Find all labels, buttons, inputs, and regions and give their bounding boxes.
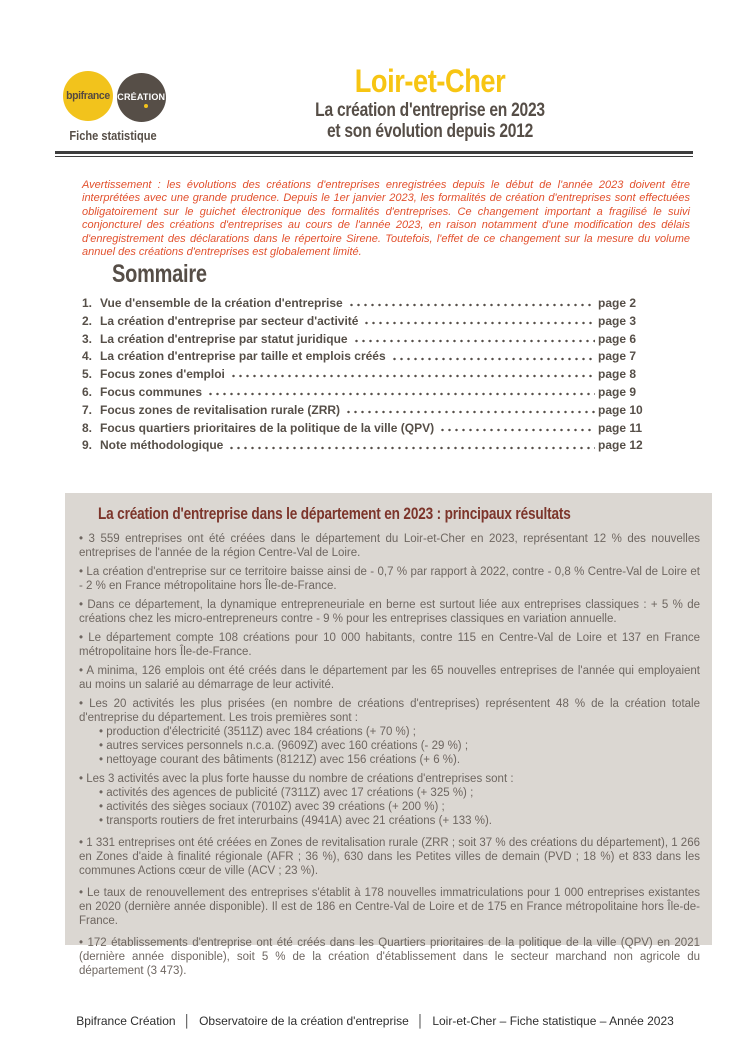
toc-dot-leader [345, 410, 595, 414]
result-item-3: • Dans ce département, la dynamique entrepreneuriale en berne est surtout liée aux entreprises classiques : + 5 % de créations chez les micro-entrepreneurs contre - 9 % pour les entreprises classiques en variation annuelle. [79, 598, 700, 626]
footer-observatory: Observatoire de la création d'entreprise [199, 1014, 409, 1028]
toc-item-page: page 11 [598, 420, 643, 435]
toc-dot-leader [363, 321, 595, 325]
toc-item-number: 4. [82, 349, 93, 364]
footer-document-title: Loir-et-Cher – Fiche statistique – Année 2023 [432, 1014, 674, 1028]
toc-item-label: Focus zones d'emploi [100, 367, 225, 382]
table-of-contents [82, 262, 648, 457]
toc-dot-leader [439, 428, 595, 432]
result-subitem: • autres services personnels n.c.a. (9609Z) avec 160 créations (- 29 %) ; [99, 739, 700, 753]
toc-dot-leader [348, 303, 595, 307]
toc-item-page: page 6 [598, 331, 637, 346]
toc-dot-leader [230, 374, 595, 378]
bpifrance-logo [63, 71, 113, 121]
result-subitem: • activités des agences de publicité (7311Z) avec 17 créations (+ 325 %) ; [99, 786, 700, 800]
toc-item-label: La création d'entreprise par statut juridique [100, 331, 348, 346]
toc-item-7[interactable] [82, 404, 648, 416]
creation-i-dot-icon [144, 104, 148, 108]
toc-item-page: page 10 [598, 402, 643, 417]
result-item-7-sublist [99, 786, 700, 828]
toc-item-label: La création d'entreprise par secteur d'activité [100, 313, 359, 328]
footer-separator: │ [416, 1014, 425, 1028]
toc-item-number: 9. [82, 438, 93, 453]
result-item-9: • Le taux de renouvellement des entreprises s'établit à 178 nouvelles immatriculations pour 1 000 entreprises existantes en 2020 (dernière année disponible). Il est de 186 en Centre-Val de Loire et de 175 en France métropolitaine hors Île-de-France. [79, 886, 700, 928]
page-subtitle-line2: et son évolution depuis 2012 [326, 121, 534, 142]
page-footer [0, 1014, 750, 1028]
logo-tagline: Fiche statistique [69, 128, 157, 143]
toc-item-number: 2. [82, 313, 93, 328]
toc-item-label: Vue d'ensemble de la création d'entreprise [100, 296, 343, 310]
toc-item-number: 3. [82, 331, 93, 346]
bpifrance-logo-text: bpifrance [66, 90, 110, 102]
toc-item-5[interactable] [82, 368, 648, 380]
toc-item-number: 1. [82, 296, 93, 310]
key-results-title: La création d'entreprise dans le département en 2023 : principaux résultats [98, 504, 571, 523]
toc-item-1[interactable] [82, 297, 648, 309]
result-item-2: • La création d'entreprise sur ce territoire baisse ainsi de - 0,7 % par rapport à 2022, contre - 0,8 % Centre-Val de Loire et - 2 % en France métropolitaine hors Île-de-France. [79, 565, 700, 593]
result-subitem: • activités des sièges sociaux (7010Z) avec 39 créations (+ 200 %) ; [99, 800, 700, 814]
result-subitem: • nettoyage courant des bâtiments (8121Z) avec 156 créations (+ 6 %). [99, 753, 700, 767]
toc-item-9[interactable] [82, 439, 648, 451]
page-title: Loir-et-Cher [354, 63, 506, 99]
toc-item-number: 6. [82, 384, 93, 399]
creation-logo-text: CRÉATION [117, 92, 166, 103]
toc-item-label: La création d'entreprise par taille et emplois créés [100, 349, 386, 364]
toc-dot-leader [391, 357, 595, 361]
toc-item-2[interactable] [82, 315, 648, 327]
result-item-6-sublist [99, 725, 700, 767]
toc-item-page: page 3 [598, 313, 637, 328]
footer-brand: Bpifrance Création [76, 1014, 176, 1028]
toc-dot-leader [353, 339, 595, 343]
result-item-5: • A minima, 126 emplois ont été créés dans le département par les 65 nouvelles entreprises de l'année qui employaient au moins un salarié au démarrage de leur activité. [79, 664, 700, 692]
result-item-7-text: • Les 3 activités avec la plus forte hausse du nombre de créations d'entreprises sont : [79, 772, 700, 786]
toc-heading: Sommaire [112, 260, 207, 288]
toc-item-8[interactable] [82, 422, 648, 434]
toc-item-label: Note méthodologique [100, 438, 224, 453]
result-subitem: • transports routiers de fret interurbains (4941A) avec 21 créations (+ 133 %). [99, 814, 700, 828]
warning-notice: Avertissement : les évolutions des créations d'entreprises enregistrées depuis le début de l'année 2023 doivent être interprétées avec une grande prudence. Depuis le 1er janvier 2023, les formalités de création d'entreprises sont effectuées obligatoirement sur le guichet électronique des formalités d'entreprises. Ce changement important a fragilisé le suivi conjoncturel des créations d'entreprises au cours de l'année 2023, en raison notamment d'une modification des délais d'enregistrement des déclarations dans le répertoire Sirene. Toutefois, l'effet de ce changement sur la mesure du volume annuel des créations d'entreprises est globalement limité. [82, 179, 690, 259]
toc-item-label: Focus quartiers prioritaires de la politique de la ville (QPV) [100, 420, 435, 435]
header-divider [55, 151, 693, 157]
toc-item-number: 8. [82, 420, 93, 435]
toc-item-page: page 12 [598, 438, 643, 453]
footer-separator: │ [183, 1014, 192, 1028]
result-subitem: • production d'électricité (3511Z) avec 184 créations (+ 70 %) ; [99, 725, 700, 739]
page-subtitle-line1: La création d'entreprise en 2023 [315, 100, 545, 121]
result-item-6 [79, 697, 700, 767]
result-item-6-text: • Les 20 activités les plus prisées (en nombre de créations d'entreprises) représentent 48 % de la création totale d'entreprise du département. Les trois premières sont : [79, 697, 700, 725]
result-item-10: • 172 établissements d'entreprise ont été créés dans les Quartiers prioritaires de la politique de la ville (QPV) en 2021 (dernière année disponible), soit 5 % de la création d'établissement dans le secteur marchand non agricole du département (3 473). [79, 936, 700, 978]
toc-dot-leader [207, 392, 595, 396]
toc-item-4[interactable] [82, 350, 648, 362]
toc-item-number: 5. [82, 367, 93, 382]
header-title-block [190, 64, 670, 142]
creation-logo [117, 73, 166, 122]
toc-item-page: page 7 [598, 349, 637, 364]
result-item-4: • Le département compte 108 créations pour 10 000 habitants, contre 115 en Centre-Val de Loire et 137 en France métropolitaine hors Île-de-France. [79, 631, 700, 659]
toc-item-page: page 8 [598, 367, 637, 382]
result-item-7 [79, 772, 700, 828]
result-item-8: • 1 331 entreprises ont été créées en Zones de revitalisation rurale (ZRR ; soit 37 % des créations du département), 1 266 en Zones d'aide à finalité régionale (AFR ; 36 %), 630 dans les Petites villes de demain (PVD ; 18 %) et 833 dans les communes Actions cœur de ville (ACV ; 23 %). [79, 836, 700, 878]
toc-item-page: page 9 [598, 384, 637, 399]
result-item-1: • 3 559 entreprises ont été créées dans le département du Loir-et-Cher en 2023, représentant 12 % des nouvelles entreprises de l'année de la région Centre-Val de Loire. [79, 532, 700, 560]
toc-item-page: page 2 [598, 296, 637, 310]
toc-item-label: Focus zones de revitalisation rurale (ZRR) [100, 402, 341, 417]
toc-item-number: 7. [82, 402, 93, 417]
toc-item-3[interactable] [82, 333, 648, 345]
toc-dot-leader [228, 446, 595, 450]
toc-item-label: Focus communes [100, 384, 203, 399]
key-results-panel [65, 493, 712, 977]
toc-item-6[interactable] [82, 386, 648, 398]
